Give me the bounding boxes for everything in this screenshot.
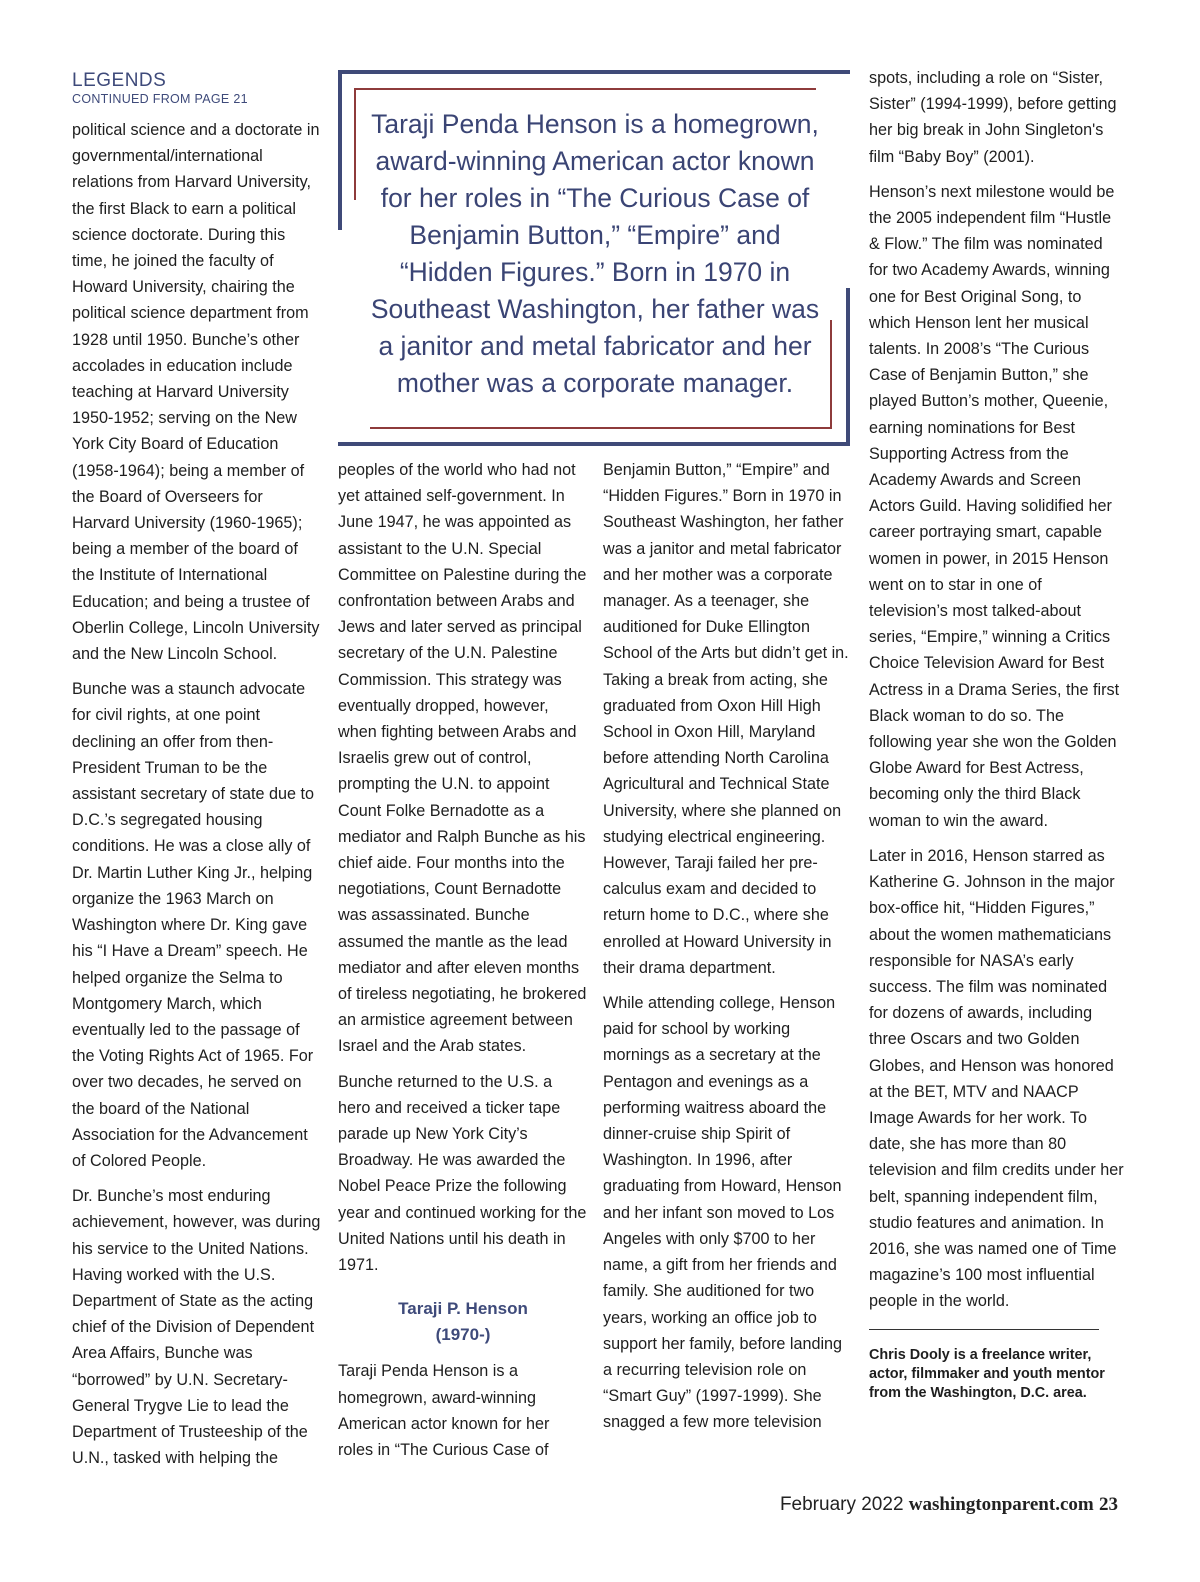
quote-rule-right xyxy=(846,288,850,446)
paragraph: spots, including a role on “Sister, Sister” (1994-1999), before getting her big break in John Singleton's film “Baby Boy” (2001). xyxy=(869,69,1117,166)
bio-heading xyxy=(338,1296,588,1348)
author-bio: Chris Dooly is a freelance writer, actor, filmmaker and youth mentor from the Washington, D.C. area. xyxy=(869,1346,1105,1401)
paragraph: Benjamin Button,” “Empire” and “Hidden Figures.” Born in 1970 in Southeast Washington, her father was a janitor and metal fabricator and her mother was a corporate manager. As a teenager, she auditioned for Duke Ellington School of the Arts but didn’t get in. Taking a break from acting, she graduated from Oxon Hill High School in Oxon Hill, Maryland before attending North Carolina Agricultural and Technical State University, where she planned on studying electrical engineering. However, Taraji failed her pre-calculus exam and decided to return home to D.C., where she enrolled at Howard University in their drama department. xyxy=(603,461,849,977)
quote-rule-left xyxy=(338,70,342,230)
continued-note: CONTINUED FROM PAGE 21 xyxy=(72,92,248,106)
divider xyxy=(869,1329,1099,1330)
section-header xyxy=(72,70,248,107)
paragraph: Bunche returned to the U.S. a hero and received a ticker tape parade up New York City’s Broadway. He was awarded the Nobel Peace Prize the following year and continued working for the United Nations until his death in 1971. xyxy=(338,1072,587,1275)
quote-rule-top xyxy=(338,70,850,74)
column-3 xyxy=(603,457,853,1445)
bio-name: Taraji P. Henson xyxy=(398,1299,528,1319)
paragraph: political science and a doctorate in governmental/international relations from Harvard University, the first Black to earn a political science doctorate. During this time, he joined the faculty of Howard University, chairing the political science department from 1928 until 1950. Bunche’s other accolades in education include teaching at Harvard University 1950-1952; serving on the New York City Board of Education (1958-1964); being a member of the Board of Overseers for Harvard University (1960-1965); being a member of the board of the Institute of International Education; and being a trustee of Oberlin College, Lincoln University and the New Lincoln School. xyxy=(72,121,320,664)
section-title: LEGENDS xyxy=(72,70,167,91)
page-number: 23 xyxy=(1099,1494,1118,1515)
quote-rule-right-inner xyxy=(830,320,832,429)
site-name: washingtonparent.com xyxy=(908,1494,1094,1515)
issue-date: February 2022 xyxy=(779,1494,904,1515)
paragraph: peoples of the world who had not yet attained self-government. In June 1947, he was appointed as assistant to the U.N. Special Committee on Palestine during the confrontation between Arabs and Jews and later served as principal secretary of the U.N. Palestine Commission. This strategy was eventually dropped, however, when fighting between Arabs and Israelis grew out of control, prompting the U.N. to appoint Count Folke Bernadotte as a mediator and Ralph Bunche as his chief aide. Four months into the negotiations, Count Bernadotte was assassinated. Bunche assumed the mantle as the lead mediator and after eleven months of tireless negotiating, he brokered an armistice agreement between Israel and the Arab states. xyxy=(338,461,587,1056)
paragraph: While attending college, Henson paid for school by working mornings as a secretary at the Pentagon and evenings as a performing waitress aboard the dinner-cruise ship Spirit of Washington. In 1996, after graduating from Howard, Henson and her infant son moved to Los Angeles with only $700 to her name, a gift from her friends and family. She auditioned for two years, working an office job to support her family, before landing a recurring television role on “Smart Guy” (1997-1999). She snagged a few more television xyxy=(603,994,843,1432)
paragraph: Dr. Bunche’s most enduring achievement, however, was during his service to the United Nations. Having worked with the U.S. Department of State as the acting chief of the Division of Dependent Area Affairs, Bunche was “borrowed” by U.N. Secretary-General Trygve Lie to lead the Department of Trusteeship of the U.N., tasked with helping the xyxy=(72,1187,321,1468)
quote-rule-bottom-inner xyxy=(370,427,832,429)
column-4 xyxy=(869,65,1124,1412)
page-footer xyxy=(780,1494,1118,1516)
bio-years: (1970-) xyxy=(435,1325,491,1345)
quote-rule-bottom xyxy=(338,442,850,446)
paragraph: Henson’s next milestone would be the 2005 independent film “Hustle & Flow.” The film was nominated for two Academy Awards, winning one for Best Original Song, to which Henson lent her musical talents. In 2008’s “The Curious Case of Benjamin Button,” she played Button’s mother, Queenie, earning nominations for Best Supporting Actress from the Academy Awards and Screen Actors Guild. Having solidified her career portraying smart, capable women in power, in 2015 Henson went on to star in one of television’s most talked-about series, “Empire,” winning a Critics Choice Television Award for Best Actress in a Drama Series, the first Black woman to do so. The following year she won the Golden Globe Award for Best Actress, becoming only the third Black woman to win the award. xyxy=(869,182,1120,830)
pull-quote xyxy=(338,70,850,446)
paragraph: Bunche was a staunch advocate for civil rights, at one point declining an offer from then-President Truman to be the assistant secretary of state due to D.C.’s segregated housing conditions. He was a close ally of Dr. Martin Luther King Jr., helping organize the 1963 March on Washington where Dr. King gave his “I Have a Dream” speech. He helped organize the Selma to Montgomery March, which eventually led to the passage of the Voting Rights Act of 1965. For over two decades, he served on the board of the National Association for the Advancement of Colored People. xyxy=(72,680,315,1170)
quote-rule-top-inner xyxy=(354,88,816,90)
paragraph: Taraji Penda Henson is a homegrown, award-winning American actor known for her roles in “The Curious Case of xyxy=(338,1362,550,1459)
paragraph: Later in 2016, Henson starred as Katherine G. Johnson in the major box-office hit, “Hidden Figures,” about the women mathematicians responsible for NASA’s early success. The film was nominated for dozens of awards, including three Oscars and two Golden Globes, and Henson was honored at the BET, MTV and NAACP Image Awards for her work. To date, she has more than 80 television and film credits under her belt, spanning independent film, studio features and animation. In 2016, she was named one of Time magazine’s 100 most influential people in the world. xyxy=(869,846,1124,1311)
column-2 xyxy=(338,457,588,1472)
pull-quote-text: Taraji Penda Henson is a homegrown, award-winning American actor known for her roles in “The Curious Case of Benjamin Button,” “Empire” and “Hidden Figures.” Born in 1970 in Southeast Washington, her father was a janitor and metal fabricator and her mother was a corporate manager. xyxy=(370,109,820,398)
quote-rule-left-inner xyxy=(354,88,356,200)
column-1 xyxy=(72,117,322,1480)
